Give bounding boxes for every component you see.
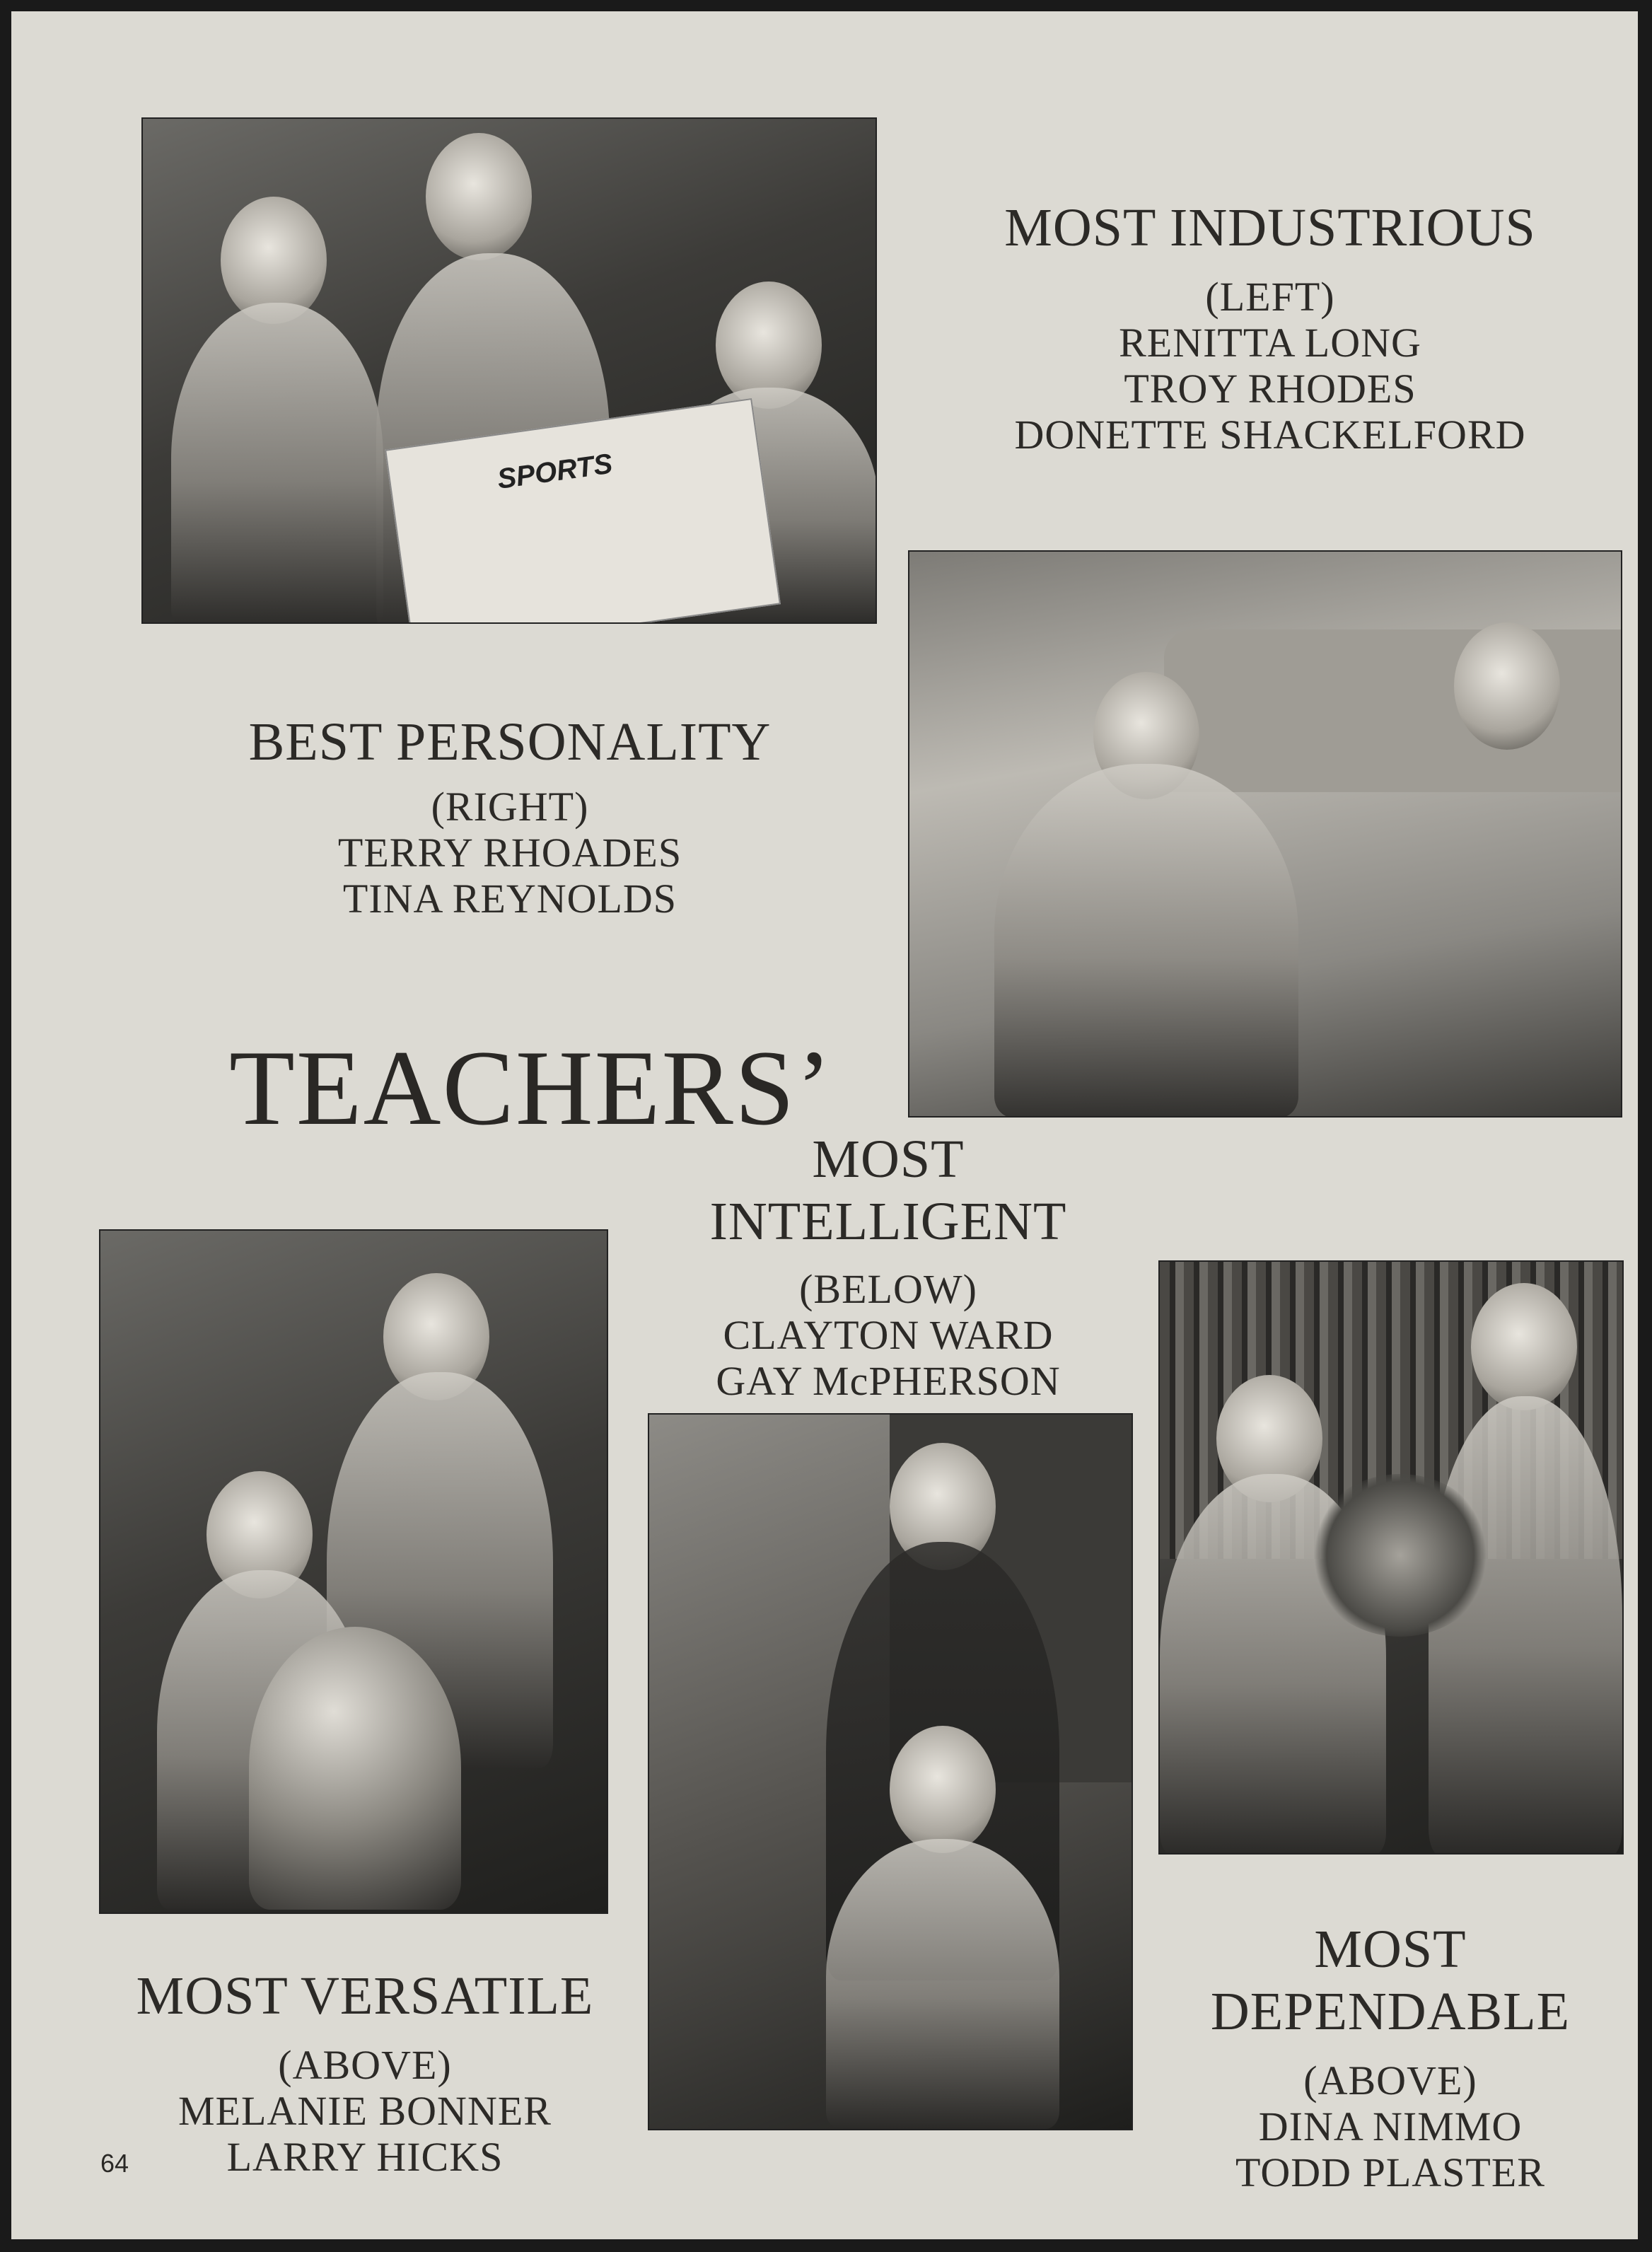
yearbook-page — [11, 11, 1638, 2239]
award-title-line: MOST — [1314, 1920, 1467, 1979]
caption-most-industrious — [931, 198, 1610, 458]
award-name: LARRY HICKS — [226, 2133, 504, 2180]
award-name: TODD PLASTER — [1235, 2149, 1545, 2195]
award-name: MELANIE BONNER — [178, 2087, 552, 2134]
award-name: TINA REYNOLDS — [342, 875, 677, 922]
caption-most-intelligent — [641, 1132, 1136, 1405]
award-direction: (ABOVE) — [1303, 2057, 1477, 2103]
caption-most-versatile — [89, 1966, 641, 2181]
award-name: TERRY RHOADES — [337, 829, 682, 876]
award-direction: (RIGHT) — [431, 784, 589, 830]
award-direction: (LEFT) — [1205, 274, 1335, 320]
award-title: MOST INDUSTRIOUS — [1004, 198, 1536, 257]
caption-best-personality — [181, 712, 839, 922]
award-title-line: INTELLIGENT — [709, 1192, 1067, 1251]
tuba-prop — [249, 1627, 461, 1910]
photo-most-versatile — [99, 1229, 608, 1914]
award-name: DONETTE SHACKELFORD — [1014, 411, 1526, 458]
award-direction: (ABOVE) — [278, 2042, 452, 2088]
page-headline: TEACHERS’ — [229, 1028, 833, 1147]
award-name: CLAYTON WARD — [723, 1311, 1054, 1358]
plant-prop — [1308, 1474, 1492, 1637]
photo-most-industrious — [141, 117, 877, 624]
award-direction: (BELOW) — [799, 1266, 977, 1312]
award-name: GAY McPHERSON — [716, 1357, 1061, 1404]
award-name: TROY RHODES — [1124, 365, 1417, 412]
award-name: DINA NIMMO — [1258, 2103, 1523, 2149]
award-title: MOST VERSATILE — [136, 1966, 594, 2026]
award-title-line: MOST — [812, 1130, 965, 1189]
award-title: BEST PERSONALITY — [248, 712, 772, 772]
award-name: RENITTA LONG — [1119, 319, 1421, 366]
photo-most-intelligent — [648, 1413, 1133, 2130]
award-title-line: DEPENDABLE — [1210, 1982, 1571, 2041]
caption-most-dependable — [1129, 1922, 1638, 2196]
page-number: 64 — [100, 2149, 129, 2178]
photo-best-personality — [908, 550, 1622, 1118]
photo-most-dependable — [1158, 1260, 1624, 1855]
newspaper-sports-label: SPORTS — [495, 448, 615, 495]
